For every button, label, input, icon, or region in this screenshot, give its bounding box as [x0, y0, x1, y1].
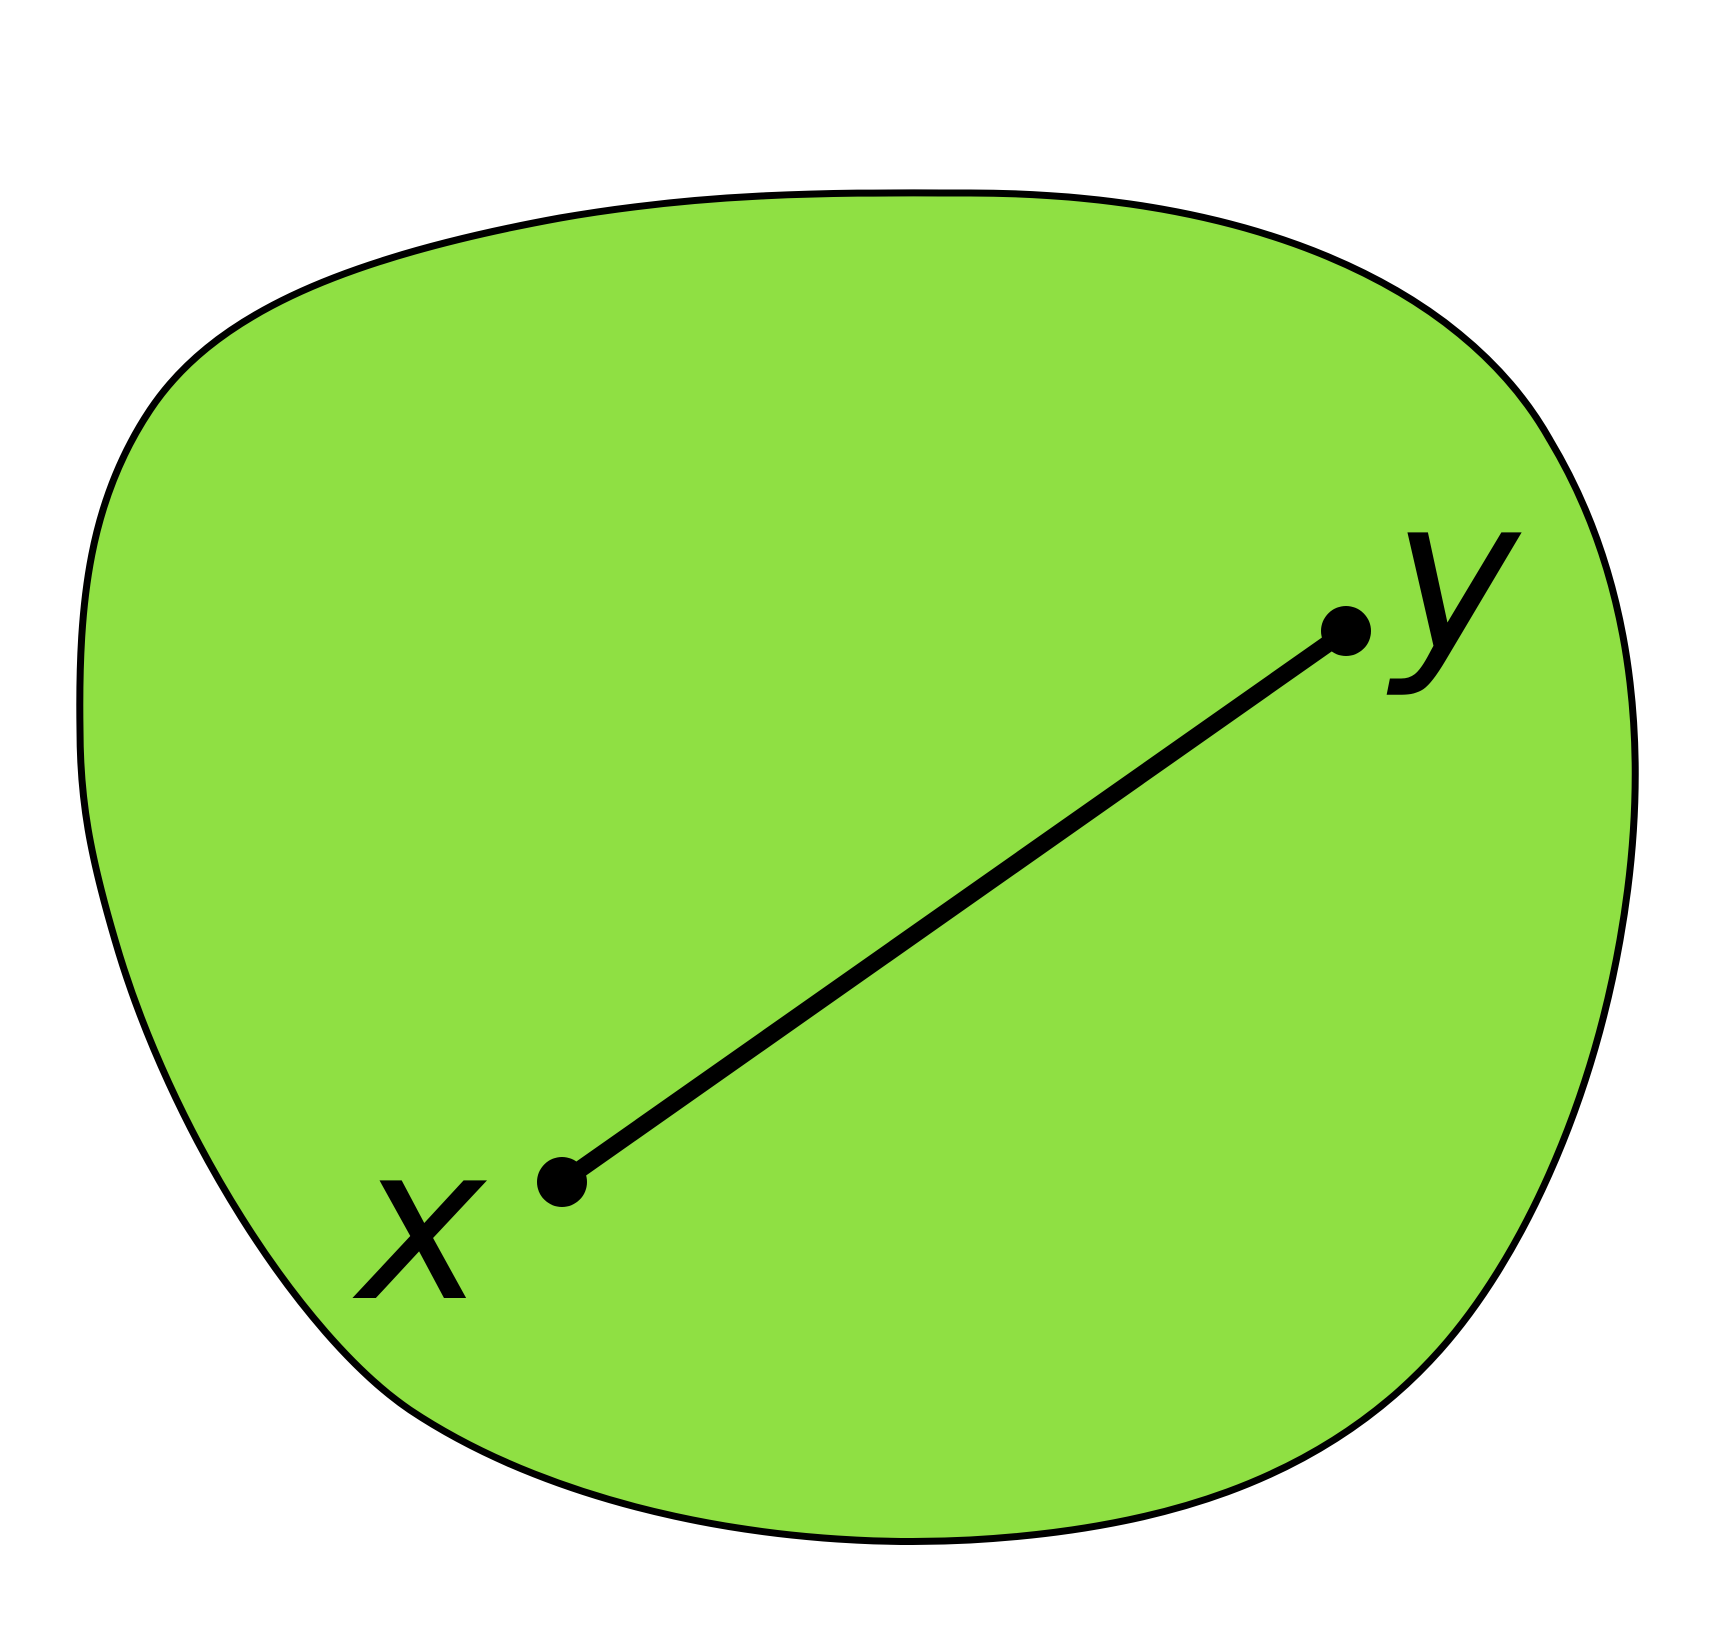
point-y-dot	[1321, 606, 1371, 656]
point-y-label: y	[1392, 450, 1520, 701]
convex-set-region	[80, 193, 1635, 1542]
point-x-label: x	[358, 1098, 486, 1349]
point-x-dot	[537, 1157, 587, 1207]
